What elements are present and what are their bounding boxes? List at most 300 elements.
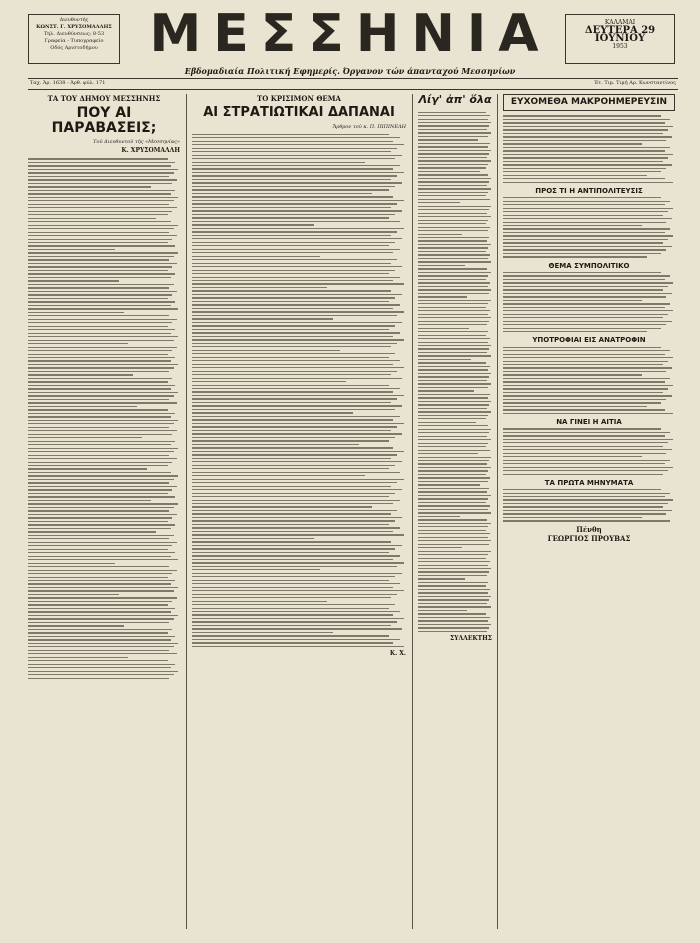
text-line [418, 261, 491, 262]
text-line [418, 457, 491, 458]
text-line [192, 580, 389, 581]
text-line [192, 618, 404, 619]
text-line [418, 620, 488, 621]
text-line [192, 162, 365, 163]
text-line [503, 171, 661, 172]
text-line [503, 122, 665, 123]
text-line [418, 265, 465, 266]
text-line [503, 161, 663, 162]
text-line [192, 155, 402, 156]
text-line [28, 667, 171, 668]
text-line [192, 541, 391, 542]
text-line [418, 554, 488, 555]
text-line [418, 136, 488, 137]
text-line [418, 418, 486, 419]
body-text [192, 134, 406, 648]
text-line [192, 555, 400, 556]
text-line [28, 291, 177, 292]
text-line [503, 197, 661, 198]
text-line [418, 631, 487, 632]
text-line [28, 249, 115, 250]
text-line [192, 249, 400, 250]
text-line [503, 406, 647, 407]
text-line [418, 237, 489, 238]
text-line [418, 146, 488, 147]
text-line [418, 617, 490, 618]
text-line [28, 632, 168, 633]
text-line [418, 443, 488, 444]
text-line [28, 294, 172, 295]
text-line [503, 242, 663, 243]
text-line [418, 537, 488, 538]
text-line [28, 350, 172, 351]
text-line [28, 409, 168, 410]
text-line [418, 282, 490, 283]
headline-col2: ΑΙ ΣΤΡΑΤΙΩΤΙΚΑΙ ΔΑΠΑΝΑΙ [203, 105, 395, 120]
text-line [192, 311, 404, 312]
text-line [28, 479, 174, 480]
text-line [418, 477, 490, 478]
text-line [28, 298, 168, 299]
text-line [418, 624, 491, 625]
text-line [192, 172, 404, 173]
text-line [418, 335, 486, 336]
text-line [418, 328, 469, 329]
text-line [28, 270, 168, 271]
text-line [192, 360, 400, 361]
text-line [192, 430, 391, 431]
headline-col3: Λίγ' ἀπ' ὅλα [418, 93, 492, 106]
text-line [192, 224, 314, 225]
text-line [418, 185, 487, 186]
text-line [418, 599, 489, 600]
article-col3: Λίγ' ἀπ' ὅλα ΣΥΛΛΕΚΤΗΣ [418, 93, 492, 643]
text-line [192, 256, 320, 257]
text-line [503, 164, 672, 165]
text-line [418, 481, 488, 482]
text-line [503, 140, 666, 141]
text-line [418, 432, 489, 433]
text-line [503, 439, 673, 440]
text-line [28, 193, 171, 194]
text-line [28, 256, 174, 257]
text-line [192, 433, 402, 434]
text-line [418, 568, 491, 569]
text-line [418, 411, 491, 412]
text-line [192, 590, 404, 591]
text-line [192, 322, 402, 323]
text-line [192, 217, 389, 218]
text-line [503, 275, 670, 276]
text-line [418, 495, 491, 496]
text-line [28, 629, 172, 630]
text-line [503, 399, 666, 400]
text-line [503, 374, 642, 375]
text-line [503, 133, 663, 134]
text-line [418, 223, 486, 224]
text-line [28, 423, 174, 424]
text-line [418, 526, 488, 527]
text-line [28, 458, 177, 459]
text-line [192, 308, 393, 309]
text-line [28, 381, 168, 382]
text-line [503, 143, 642, 144]
text-line [192, 604, 395, 605]
text-line [418, 558, 486, 559]
text-line [503, 446, 663, 447]
text-line [503, 289, 663, 290]
text-line [503, 222, 666, 223]
text-line [503, 364, 663, 365]
text-line [503, 381, 665, 382]
text-line [418, 324, 487, 325]
text-line [28, 402, 177, 403]
text-line [418, 213, 487, 214]
headline-col1: ΠΟΥ ΑΙ ΠΑΡΑΒΑΣΕΙΣ; [51, 105, 157, 136]
text-line [418, 390, 474, 391]
text-line [418, 453, 478, 454]
text-line [192, 573, 402, 574]
text-line [503, 328, 661, 329]
text-line [418, 359, 471, 360]
text-line [503, 324, 666, 325]
text-line [192, 569, 320, 570]
text-line [418, 331, 488, 332]
text-line [503, 314, 668, 315]
text-line [418, 376, 489, 377]
text-line [28, 587, 178, 588]
text-line [418, 132, 491, 133]
text-line [418, 488, 489, 489]
text-line [503, 489, 661, 490]
text-line [28, 583, 171, 584]
text-line [418, 380, 487, 381]
text-line [28, 646, 174, 647]
text-line [28, 357, 175, 358]
text-line [418, 153, 489, 154]
text-line [418, 523, 491, 524]
text-line [503, 493, 670, 494]
text-line [192, 496, 389, 497]
text-line [192, 625, 391, 626]
text-line [418, 125, 489, 126]
text-line [28, 273, 175, 274]
text-line [28, 190, 175, 191]
column-rule [412, 94, 413, 929]
text-line [28, 625, 124, 626]
text-line [28, 183, 172, 184]
text-line [28, 580, 175, 581]
text-line [503, 467, 673, 468]
text-line [418, 439, 491, 440]
text-line [192, 231, 397, 232]
text-line [418, 425, 488, 426]
text-line [418, 220, 488, 221]
text-line [418, 171, 480, 172]
text-line [192, 402, 391, 403]
text-line [28, 239, 172, 240]
body-text [28, 158, 180, 678]
text-line [418, 450, 490, 451]
text-line [418, 143, 490, 144]
text-line [28, 664, 175, 665]
text-line [418, 627, 489, 628]
text-line [418, 216, 491, 217]
text-line [503, 428, 661, 429]
text-line [418, 366, 490, 367]
text-line [28, 308, 178, 309]
body-text [418, 112, 492, 632]
text-line [192, 524, 389, 525]
text-line [192, 531, 393, 532]
text-line [28, 570, 177, 571]
text-line [418, 596, 491, 597]
text-line [28, 660, 168, 661]
text-line [418, 592, 488, 593]
text-line [28, 364, 178, 365]
text-line [28, 165, 171, 166]
text-line [192, 534, 404, 535]
info-strip: Ταχ. Άρ. 1638 - Άρθ. φύλ. 171 Έτ. Τιμ. Τιμή Αρ. Κωνσταντίνος [28, 78, 678, 90]
text-line [418, 565, 488, 566]
text-line [28, 176, 169, 177]
text-line [418, 296, 467, 297]
text-line [28, 204, 169, 205]
text-line [192, 346, 391, 347]
text-line [503, 136, 672, 137]
text-line [418, 230, 488, 231]
text-line [192, 510, 397, 511]
text-line [503, 228, 670, 229]
text-line [28, 158, 168, 159]
text-line [418, 181, 489, 182]
text-line [28, 503, 178, 504]
text-line [192, 266, 402, 267]
text-line [418, 502, 486, 503]
text-line [503, 506, 663, 507]
text-line [503, 331, 647, 332]
text-line [418, 234, 462, 235]
text-line [192, 297, 395, 298]
text-line [418, 293, 489, 294]
text-line [503, 115, 661, 116]
text-line [28, 430, 177, 431]
text-line [418, 467, 491, 468]
text-line [28, 462, 172, 463]
text-line [28, 622, 169, 623]
text-line [418, 119, 488, 120]
text-line [28, 482, 169, 483]
text-line [192, 444, 359, 445]
text-line [28, 500, 151, 501]
text-line [418, 491, 487, 492]
text-line [503, 239, 668, 240]
text-line [418, 209, 489, 210]
text-line [28, 468, 147, 469]
text-line [192, 189, 389, 190]
text-line [418, 268, 487, 269]
text-line [28, 604, 168, 605]
text-line [418, 544, 489, 545]
text-line [418, 178, 491, 179]
text-line [28, 493, 168, 494]
body-text [503, 115, 675, 183]
text-line [418, 589, 490, 590]
text-line [28, 507, 174, 508]
text-line [28, 305, 171, 306]
text-line [192, 475, 365, 476]
text-line [28, 245, 175, 246]
text-line [503, 286, 668, 287]
text-line [418, 436, 487, 437]
text-line [28, 531, 156, 532]
text-line [28, 577, 168, 578]
text-line [503, 129, 668, 130]
text-line [28, 566, 169, 567]
text-line [418, 174, 488, 175]
text-line [418, 394, 490, 395]
text-line [192, 148, 397, 149]
text-line [418, 167, 486, 168]
text-line [28, 399, 169, 400]
text-line [503, 303, 670, 304]
text-line [192, 235, 391, 236]
text-line [418, 310, 490, 311]
text-line [28, 266, 172, 267]
text-line [28, 559, 178, 560]
newspaper-title: ΜΕΣΣΗΝΙΑ [149, 4, 551, 64]
masthead [0, 0, 700, 84]
text-line [418, 240, 487, 241]
text-line [28, 489, 172, 490]
text-line [28, 542, 177, 543]
text-line [192, 137, 400, 138]
text-line [192, 423, 404, 424]
text-line [192, 416, 400, 417]
text-line [28, 608, 175, 609]
text-line [503, 249, 666, 250]
text-line [28, 601, 172, 602]
text-line [28, 326, 168, 327]
text-line [192, 364, 393, 365]
text-line [418, 139, 478, 140]
text-line [28, 653, 177, 654]
text-line [418, 603, 487, 604]
text-line [28, 486, 177, 487]
text-line [192, 548, 395, 549]
text-line [418, 192, 488, 193]
text-line [192, 263, 391, 264]
text-line [192, 562, 404, 563]
text-line [28, 315, 169, 316]
text-line [503, 208, 673, 209]
text-line [192, 165, 400, 166]
text-line [28, 636, 175, 637]
text-line [418, 404, 489, 405]
text-line [192, 601, 327, 602]
text-line [192, 440, 389, 441]
text-line [418, 582, 488, 583]
text-line [418, 460, 489, 461]
text-line [418, 519, 487, 520]
text-line [418, 342, 488, 343]
text-line [503, 204, 665, 205]
text-line [418, 547, 462, 548]
text-line [503, 307, 665, 308]
text-line [28, 639, 171, 640]
text-line [28, 618, 174, 619]
text-line [503, 256, 647, 257]
text-line [192, 545, 402, 546]
text-line [503, 300, 642, 301]
text-line [28, 343, 128, 344]
text-line [28, 437, 142, 438]
text-line [192, 632, 333, 633]
text-line [28, 336, 178, 337]
text-line [28, 378, 172, 379]
text-line [192, 486, 391, 487]
text-line [192, 280, 393, 281]
text-line [418, 415, 488, 416]
text-line [192, 461, 402, 462]
text-line [418, 279, 486, 280]
text-line [418, 122, 491, 123]
text-line [418, 150, 491, 151]
text-line [28, 385, 175, 386]
text-line [192, 391, 393, 392]
text-line [418, 157, 487, 158]
text-line [28, 590, 174, 591]
text-line [192, 614, 393, 615]
text-line [192, 412, 353, 413]
text-line [418, 516, 460, 517]
text-line [503, 413, 673, 414]
text-line [28, 472, 171, 473]
text-line [503, 442, 668, 443]
article-col4: ΕΥΧΟΜΕΘΑ ΜΑΚΡΟΗΜΕΡΕΥΣΙΝ ΠΡΟΣ ΤΙ Η ΑΝΤΙΠΟΛΙΤΕΥΣΙΣ ΘΕΜΑ ΣΥΜΠΟΛΙΤΙΚΟ ΥΠΟΤΡΟΦΙΑΙ ΕΙΣ ΑΝΑΤΡΟΦΙΝ ΝΑ ΓΙΝΕΙ Η ΑΙΤΙΑ ΤΑ ΠΡΩΤΑ ΜΗΝΥΜΑΤΑ Πένθη ΓΕΩΡΓΙΟΣ ΠΡΟΥΒΑΣ [503, 94, 675, 543]
text-line [418, 578, 465, 579]
text-line [418, 397, 488, 398]
text-line [28, 406, 137, 407]
text-line [192, 513, 391, 514]
text-line [28, 475, 178, 476]
text-line [192, 493, 395, 494]
text-line [418, 258, 488, 259]
text-line [28, 186, 151, 187]
text-line [418, 610, 467, 611]
text-line [28, 416, 171, 417]
text-line [503, 357, 673, 358]
body-text [503, 428, 675, 475]
text-line [192, 343, 397, 344]
date-box: ΚΑΛΑΜΑΙ ΔΕΥΤΕΡΑ 29 ΙΟΥΝΙΟΥ 1953 [565, 14, 675, 64]
text-line [503, 154, 673, 155]
body-text [503, 347, 675, 415]
text-line [503, 119, 670, 120]
text-line [28, 597, 177, 598]
text-line [28, 552, 175, 553]
text-line [418, 401, 491, 402]
text-line [503, 402, 661, 403]
text-line [28, 444, 171, 445]
text-line [28, 347, 177, 348]
text-line [192, 520, 395, 521]
text-line [418, 321, 489, 322]
text-line [418, 254, 490, 255]
text-line [192, 353, 395, 354]
text-line [418, 160, 491, 161]
text-line [192, 151, 391, 152]
